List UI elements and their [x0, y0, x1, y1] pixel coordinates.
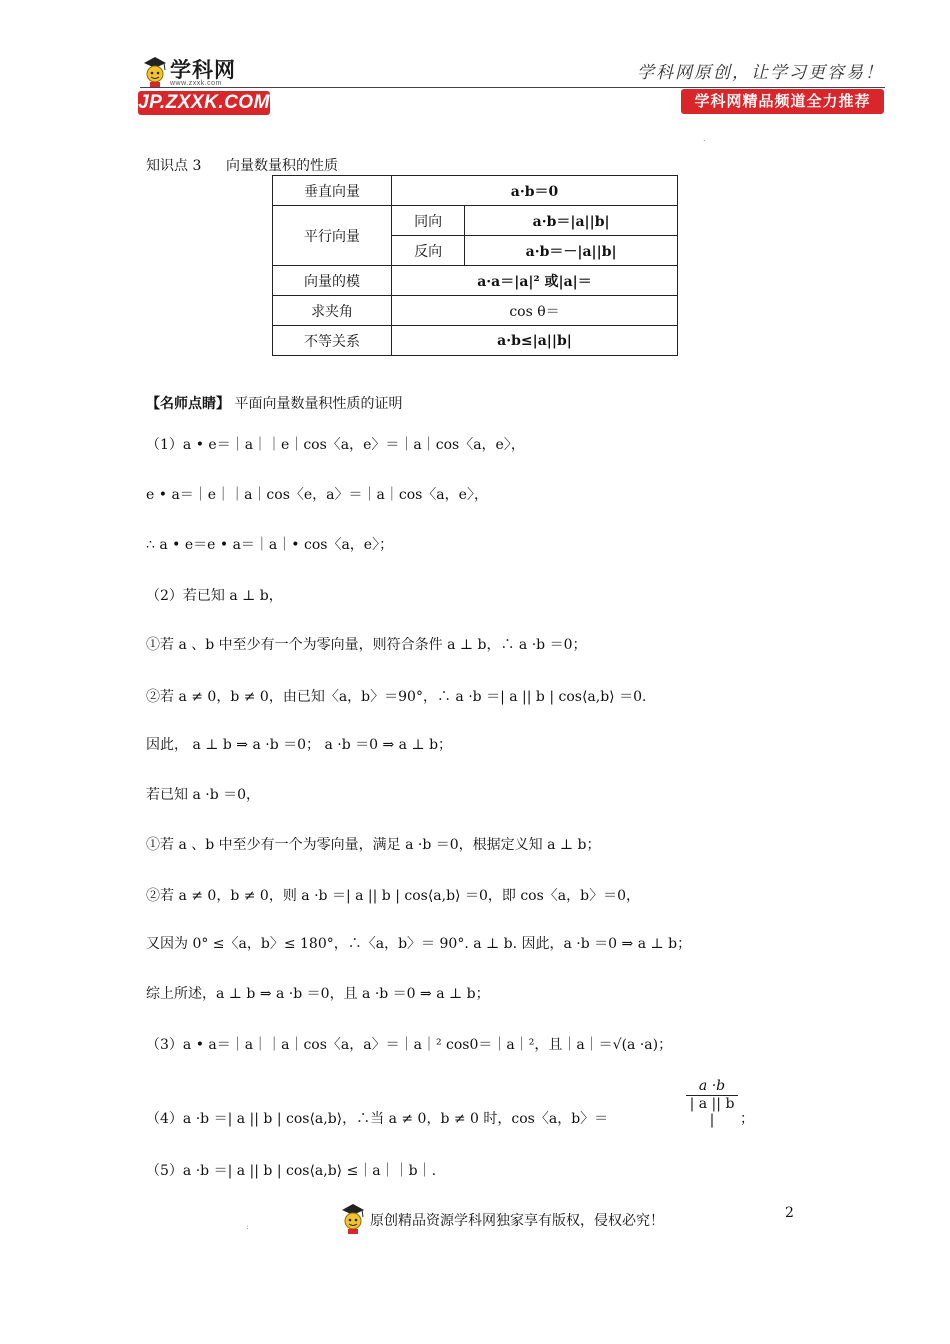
- table-row: [273, 326, 678, 356]
- table-cell: 平行向量: [273, 206, 392, 266]
- stray-dot: :: [246, 1222, 249, 1231]
- footer-copyright: 原创精品资源学科网独家享有版权，侵权必究！: [370, 1213, 664, 1229]
- proof-line: （1）a • e＝｜a｜｜e｜cos〈a，e〉＝｜a｜cos〈a，e〉，: [146, 437, 525, 453]
- proof-line: （5）a ·b ＝| a || b | cos⟨a,b⟩ ≤｜a｜｜b｜.: [146, 1163, 437, 1179]
- table-cell: 不等关系: [273, 326, 392, 356]
- table-cell: a·b＝－|a||b|: [465, 236, 678, 266]
- table-row: [273, 266, 678, 296]
- table-cell: 向量的模: [273, 266, 392, 296]
- proof-line: 若已知 a ·b ＝0，: [146, 787, 261, 803]
- slogan: 学科网原创，让学习更容易！: [637, 63, 884, 83]
- header-divider: [140, 87, 885, 88]
- proof-line-end: ；: [740, 1111, 754, 1127]
- table-row: [273, 296, 678, 326]
- fraction-numerator: a ·b: [686, 1078, 738, 1096]
- table-cell: 垂直向量: [273, 176, 392, 206]
- proof-line: 因此， a ⊥ b ⇒ a ·b ＝0； a ·b ＝0 ⇒ a ⊥ b；: [146, 737, 453, 753]
- properties-table: [272, 175, 678, 356]
- proof-line: ②若 a ≠ 0，b ≠ 0，则 a ·b ＝| a || b | cos⟨a,b⟩ ＝0，即 cos〈a，b〉＝0，: [146, 888, 640, 904]
- proof-line: （2）若已知 a ⊥ b，: [146, 588, 283, 604]
- section-heading: [146, 393, 402, 413]
- table-cell: a·b＝|a||b|: [465, 206, 678, 236]
- table-cell: a·a＝|a|² 或|a|＝: [392, 266, 678, 296]
- logo-text: 学科网: [170, 58, 236, 82]
- table-cell: 求夹角: [273, 296, 392, 326]
- logo-url: www.zxxk.com: [170, 80, 222, 87]
- proof-line: [146, 1108, 608, 1130]
- table-cell: a·b＝0: [392, 176, 678, 206]
- proof-line-text: （4）a ·b ＝| a || b | cos⟨a,b⟩，∴当 a ≠ 0，b ≠ 0 时，cos〈a，b〉＝: [146, 1111, 609, 1127]
- table-row: [273, 176, 678, 206]
- proof-line: ∴ a • e＝e • a＝｜a｜• cos〈a，e〉；: [146, 537, 394, 553]
- mascot-logo-icon: [142, 54, 168, 88]
- knowledge-point-title: 向量数量积的性质: [226, 158, 338, 174]
- fraction: [686, 1078, 738, 1128]
- proof-line: 综上所述，a ⊥ b ⇒ a ·b ＝0，且 a ·b ＝0 ⇒ a ⊥ b；: [146, 986, 490, 1002]
- proof-line: ①若 a 、b 中至少有一个为零向量，满足 a ·b ＝0，根据定义知 a ⊥ b；: [146, 837, 601, 853]
- mascot-footer-icon: [340, 1201, 366, 1235]
- table-cell: cos θ＝: [392, 296, 678, 326]
- site-badge: JP.ZXXK.COM: [138, 92, 270, 113]
- table-cell: 反向: [392, 236, 465, 266]
- section-title: 平面向量数量积性质的证明: [234, 396, 403, 412]
- table-cell: a·b≤|a||b|: [392, 326, 678, 356]
- recommend-badge: 学科网精品频道全力推荐: [681, 89, 884, 114]
- page-number: 2: [785, 1205, 794, 1221]
- proof-line: e • a＝｜e｜｜a｜cos〈e，a〉＝｜a｜cos〈a，e〉，: [146, 487, 488, 503]
- table-row: [273, 206, 678, 236]
- proof-line: ①若 a 、b 中至少有一个为零向量，则符合条件 a ⊥ b，∴ a ·b ＝0；: [146, 637, 587, 653]
- proof-line: （3）a • a＝｜a｜｜a｜cos〈a，a〉＝｜a｜² cos0＝｜a｜²，且｜a｜＝√(a ·a)；: [146, 1037, 673, 1053]
- table-cell: 同向: [392, 206, 465, 236]
- fraction-denominator: | a || b |: [689, 1096, 735, 1128]
- stray-dot: .: [703, 134, 706, 143]
- knowledge-point-label: 知识点 3: [146, 158, 202, 174]
- proof-line: ②若 a ≠ 0，b ≠ 0，由已知〈a，b〉＝90°，∴ a ·b ＝| a || b | cos⟨a,b⟩ ＝0.: [146, 689, 647, 705]
- section-bracket: 【名师点睛】: [146, 396, 230, 412]
- proof-line: 又因为 0° ≤〈a，b〉≤ 180°，∴〈a，b〉＝ 90°. a ⊥ b. 因此，a ·b ＝0 ⇒ a ⊥ b；: [146, 936, 692, 952]
